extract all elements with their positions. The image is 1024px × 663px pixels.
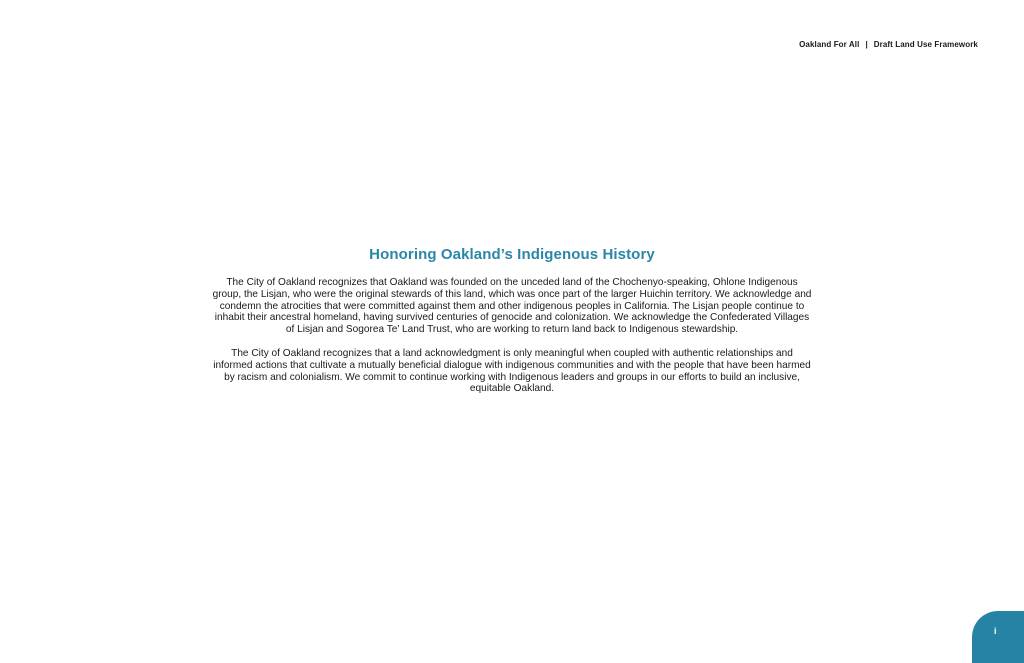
acknowledgment-paragraph-1: The City of Oakland recognizes that Oakland was founded on the unceded land of the Chochenyo-speaking, Ohlone Indigenous group, the Lisjan, who were the original stewards of this land, which was once part of the larger Huichin territory. We acknowledge and condemn the atrocities that were committed against them and other indigenous peoples in California. The Lisjan people continue to inhabit their ancestral homeland, having survived centuries of genocide and colonization. We acknowledge the Confederated Villages of Lisjan and Sogorea Te’ Land Trust, who are working to return land back to Indigenous stewardship. (212, 277, 812, 336)
header-document-title: Draft Land Use Framework (873, 40, 978, 49)
page-number: i (994, 626, 997, 636)
land-acknowledgment-section (212, 246, 812, 407)
header-org-name: Oakland For All (799, 40, 860, 49)
header-separator: | (865, 40, 868, 49)
page-title: Honoring Oakland’s Indigenous History (369, 246, 655, 263)
page-number-tab (972, 611, 1024, 663)
acknowledgment-paragraph-2: The City of Oakland recognizes that a land acknowledgment is only meaningful when coupled with authentic relationships and informed actions that cultivate a mutually beneficial dialogue with indigenous communities and with the people that have been harmed by racism and colonialism. We commit to continue working with Indigenous leaders and groups in our efforts to build an inclusive, equitable Oakland. (213, 347, 811, 395)
running-header (799, 40, 978, 49)
